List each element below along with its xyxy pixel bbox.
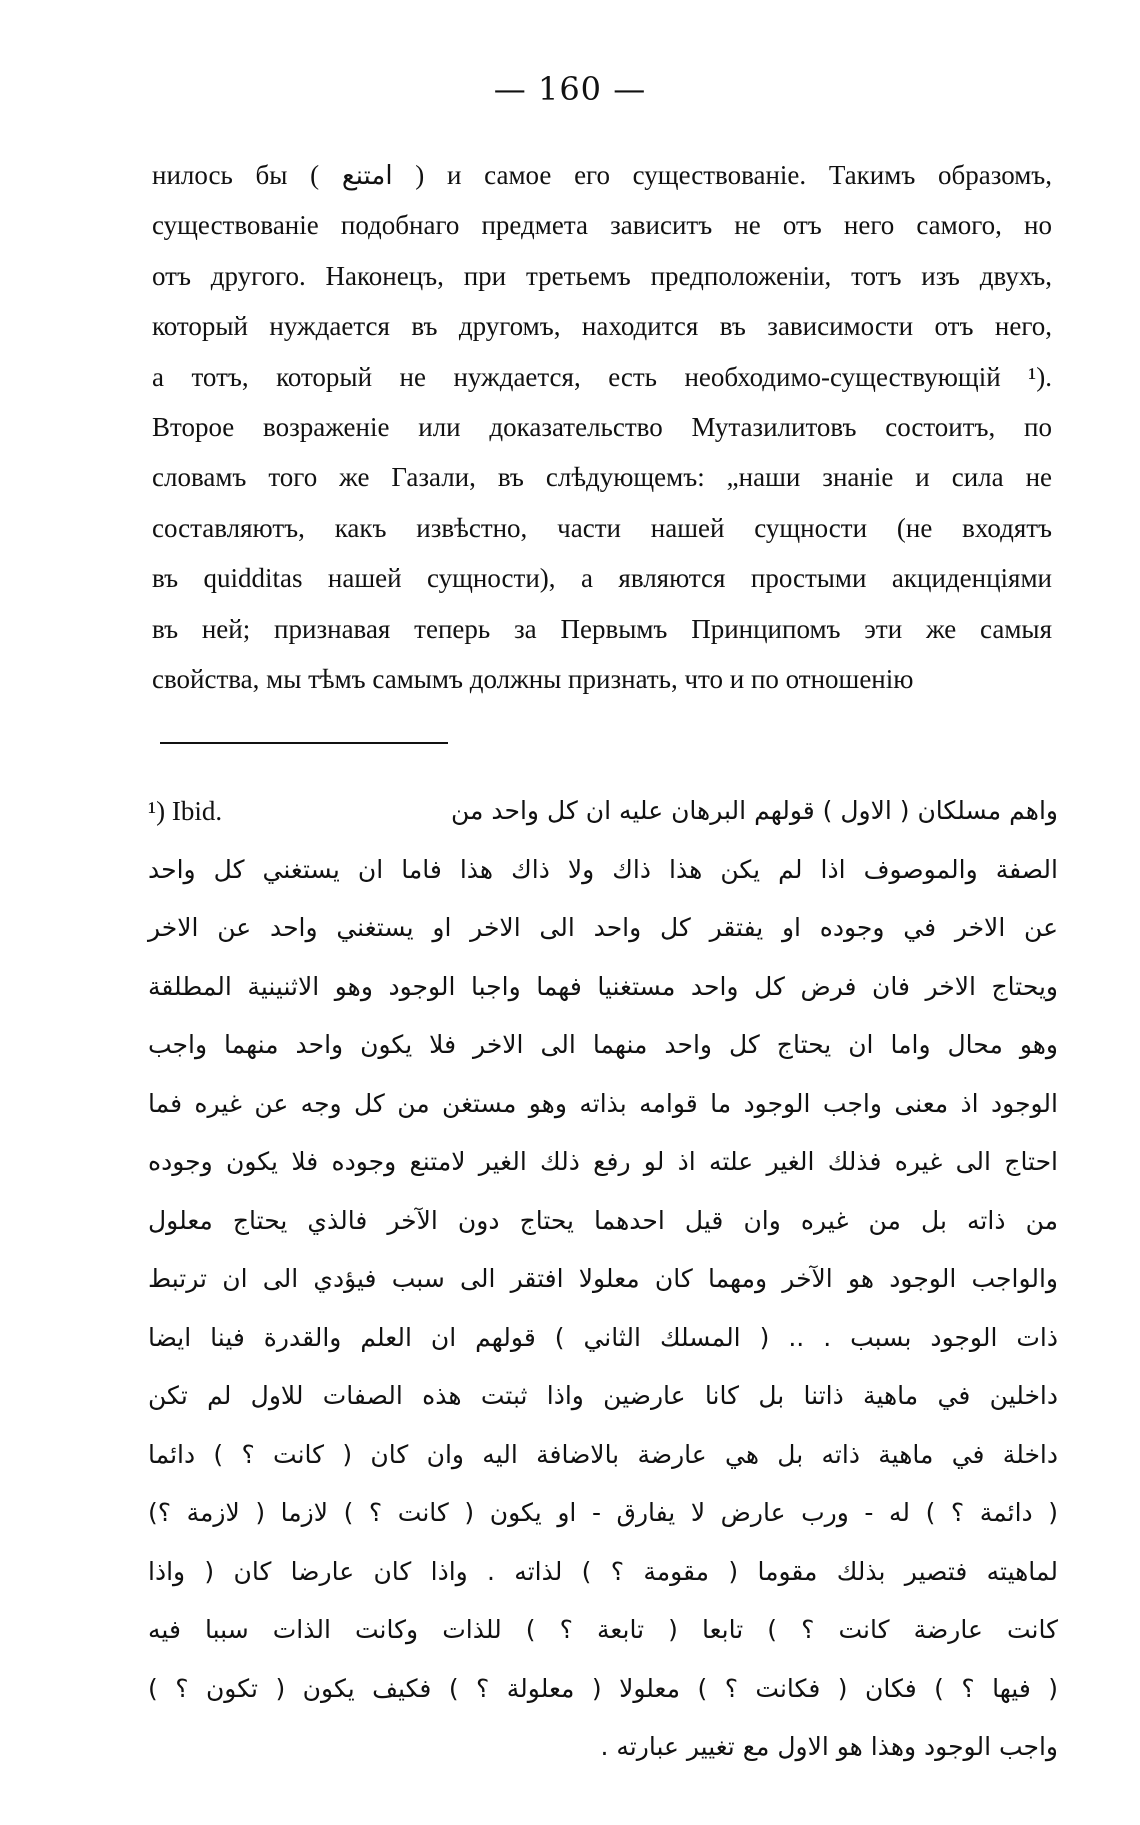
footnote-arabic-line: احتاج الى غيره فذلك الغير علته اذ لو رفع ذلك الغير لامتنع وجوده فلا يكون وجوده (148, 1147, 1058, 1176)
footnote-arabic-line: لماهيته فتصير بذلك مقوما ( مقومة ؟ ) لذاته . واذا كان عارضا كان ( واذا (148, 1556, 1058, 1586)
footnote-arabic-line: داخلة في ماهية ذاته بل هي عارضة بالاضافة اليه وان كان ( كانت ؟ ) دائما (148, 1439, 1058, 1469)
footnote-arabic-line: ويحتاج الاخر فان فرض كل واحد مستغنيا فهما واجبا الوجود وهو الاثنينية المطلقة (148, 971, 1058, 1001)
footnote-first-line (148, 782, 1058, 841)
page-number: — 160 — (493, 70, 647, 108)
line-text: ) и самое его существованіе. Такимъ образомъ, (415, 160, 1053, 190)
main-text-line: въ quidditas нашей сущности), а являются простыми акциденціями (152, 563, 1052, 594)
footnote-arabic-line: ( دائمة ؟ ) له - ورب عارض لا يفارق - او يكون ( كانت ؟ ) لازما ( لازمة ؟) (148, 1498, 1058, 1527)
footnote (148, 782, 1058, 1777)
main-text-line: составляютъ, какъ извѣстно, части нашей сущности (не входятъ (152, 512, 1052, 543)
footnote-arabic-line: من ذاته بل من غيره وان قيل احدهما يحتاج دون الآخر فالذي يحتاج معلول (148, 1205, 1058, 1235)
footnote-arabic-line: الصفة والموصوف اذا لم يكن هذا ذاك ولا ذاك هذا فاما ان يستغني كل واحد (148, 854, 1058, 884)
footnote-arabic-line: داخلين في ماهية ذاتنا بل كانا عارضين واذا ثبتت هذه الصفات للاول لم تكن (148, 1381, 1058, 1410)
main-text-line: Второе возраженіе или доказательство Мутазилитовъ состоитъ, по (152, 411, 1052, 442)
footnote-arabic-line: الوجود اذ معنى واجب الوجود ما قوامه بذاته وهو مستغن من كل وجه عن غيره فما (148, 1088, 1058, 1118)
footnote-arabic-line: واجب الوجود وهذا هو الاول مع تغيير عبارته . (600, 1732, 1058, 1761)
footnote-arabic-text: واهم مسلكان ( الاول ) قولهم البرهان عليه ان كل واحد من (451, 796, 1058, 825)
footnote-separator (160, 742, 448, 744)
main-text-line: отъ другого. Наконецъ, при третьемъ предположеніи, тотъ изъ двухъ, (152, 260, 1052, 291)
footnote-arabic-line: كانت عارضة كانت ؟ ) تابعا ( تابعة ؟ ) للذات وكانت الذات سببا فيه (148, 1615, 1058, 1644)
footnote-arabic-line: والواجب الوجود هو الآخر ومهما كان معلولا افتقر الى سبب فيؤدي الى ان ترتبط (148, 1264, 1058, 1293)
footnote-arabic-line: وهو محال واما ان يحتاج كل واحد منهما الى الاخر فلا يكون واحد منهما واجب (148, 1030, 1058, 1059)
arabic-term: امتنع (341, 161, 393, 191)
footnote-arabic-line: عن الاخر في وجوده او يفتقر كل واحد الى الاخر او يستغني واحد عن الاخر (148, 913, 1058, 942)
main-text (152, 150, 1052, 704)
main-text-line: а тотъ, который не нуждается, есть необходимо-существующій ¹). (152, 361, 1052, 392)
main-text-line: словамъ того же Газали, въ слѣдующемъ: „наши знаніе и сила не (152, 462, 1052, 493)
main-text-line: свойства, мы тѣмъ самымъ должны признать, что и по отношенію (152, 663, 914, 694)
main-text-line (152, 150, 1052, 200)
footnote-arabic-line: ذات الوجود بسبب . .. ( المسلك الثاني ) قولهم ان العلم والقدرة فينا ايضا (148, 1322, 1058, 1352)
main-text-line: который нуждается въ другомъ, находится въ зависимости отъ него, (152, 311, 1052, 342)
main-text-line: въ ней; признавая теперь за Первымъ Принципомъ эти же самыя (152, 613, 1052, 644)
footnote-reference: ¹) Ibid. (148, 796, 223, 826)
footnote-arabic-line: ( فيها ؟ ) فكان ( فكانت ؟ ) معلولا ( معلولة ؟ ) فكيف يكون ( تكون ؟ ) (148, 1673, 1058, 1703)
line-text: нилось бы ( (152, 160, 320, 190)
main-text-line: существованіе подобнаго предмета зависитъ не отъ него самого, но (152, 210, 1052, 241)
